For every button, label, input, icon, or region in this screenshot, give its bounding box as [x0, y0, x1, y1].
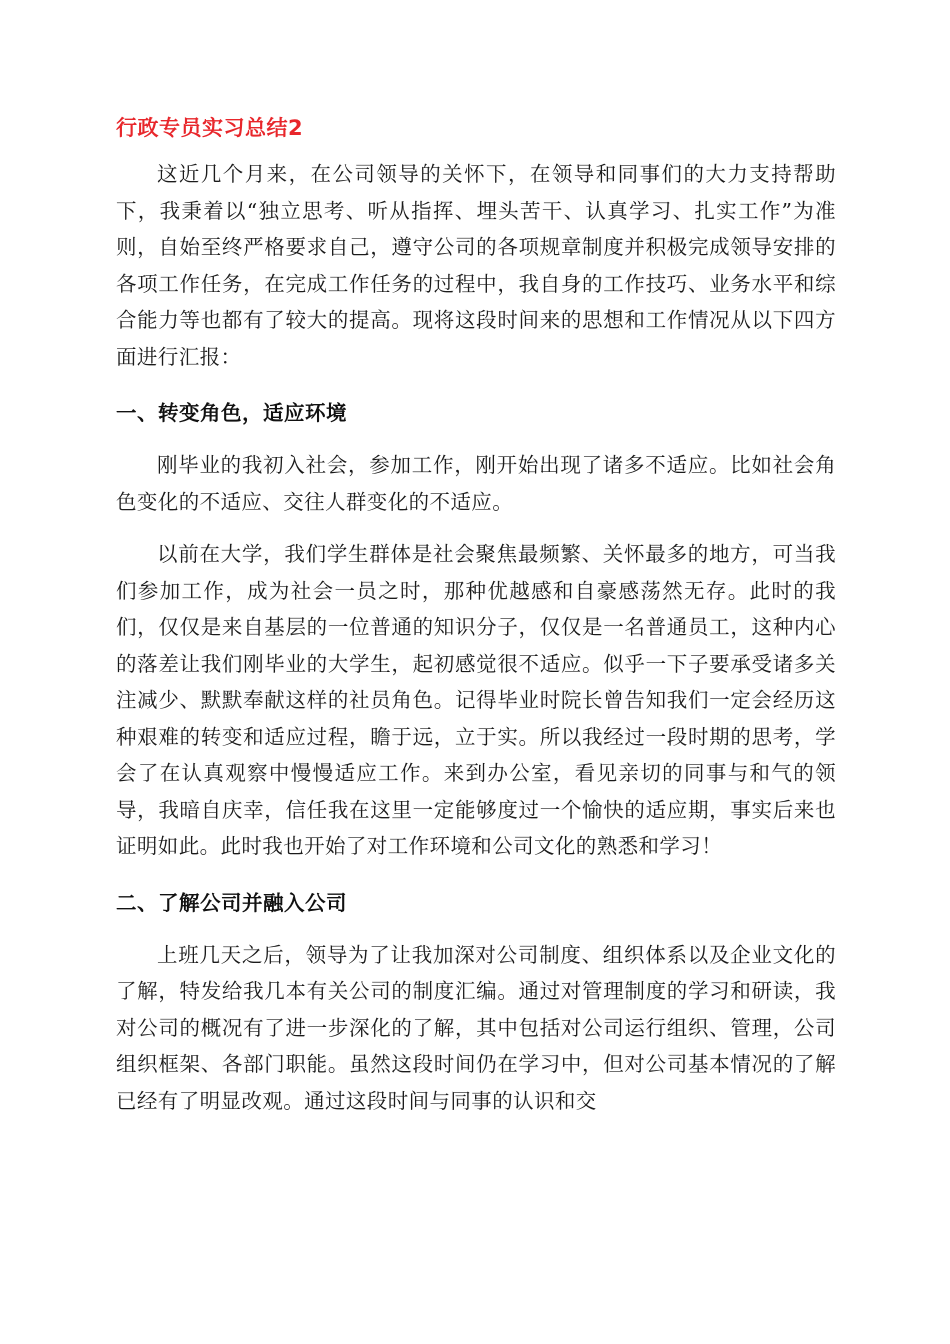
document-body — [116, 110, 836, 1119]
intro-paragraph: 这近几个月来，在公司领导的关怀下，在领导和同事们的大力支持帮助下，我秉着以“独立思考、听从指挥、埋头苦干、认真学习、扎实工作”为准则，自始至终严格要求自己，遵守公司的各项规章制度并积极完成领导安排的各项工作任务，在完成工作任务的过程中，我自身的工作技巧、业务水平和综合能力等也都有了较大的提高。现将这段时间来的思想和工作情况从以下四方面进行汇报： — [116, 162, 836, 369]
document-title: 行政专员实习总结2 — [116, 116, 304, 140]
section-heading-2: 二、了解公司并融入公司 — [116, 890, 347, 915]
section-2-paragraph-1: 上班几天之后，领导为了让我加深对公司制度、组织体系以及企业文化的了解，特发给我几本有关公司的制度汇编。通过对管理制度的学习和研读，我对公司的概况有了进一步深化的了解，其中包括对公司运行组织、管理，公司组织框架、各部门职能。虽然这段时间仍在学习中，但对公司基本情况的了解已经有了明显改观。通过这段时间与同事的认识和交 — [116, 942, 836, 1113]
section-1-paragraph-2: 以前在大学，我们学生群体是社会聚焦最频繁、关怀最多的地方，可当我们参加工作，成为社会一员之时，那种优越感和自豪感荡然无存。此时的我们，仅仅是来自基层的一位普通的知识分子，仅仅是一名普通员工，这种内心的落差让我们刚毕业的大学生，起初感觉很不适应。似乎一下子要承受诸多关注减少、默默奉献这样的社员角色。记得毕业时院长曾告知我们一定会经历这种艰难的转变和适应过程，瞻于远，立于实。所以我经过一段时期的思考，学会了在认真观察中慢慢适应工作。来到办公室，看见亲切的同事与和气的领导，我暗自庆幸，信任我在这里一定能够度过一个愉快的适应期，事实后来也证明如此。此时我也开始了对工作环境和公司文化的熟悉和学习！ — [116, 542, 836, 858]
section-1-paragraph-1: 刚毕业的我初入社会，参加工作，刚开始出现了诸多不适应。比如社会角色变化的不适应、交往人群变化的不适应。 — [116, 453, 836, 514]
section-heading-1: 一、转变角色，适应环境 — [116, 401, 347, 425]
